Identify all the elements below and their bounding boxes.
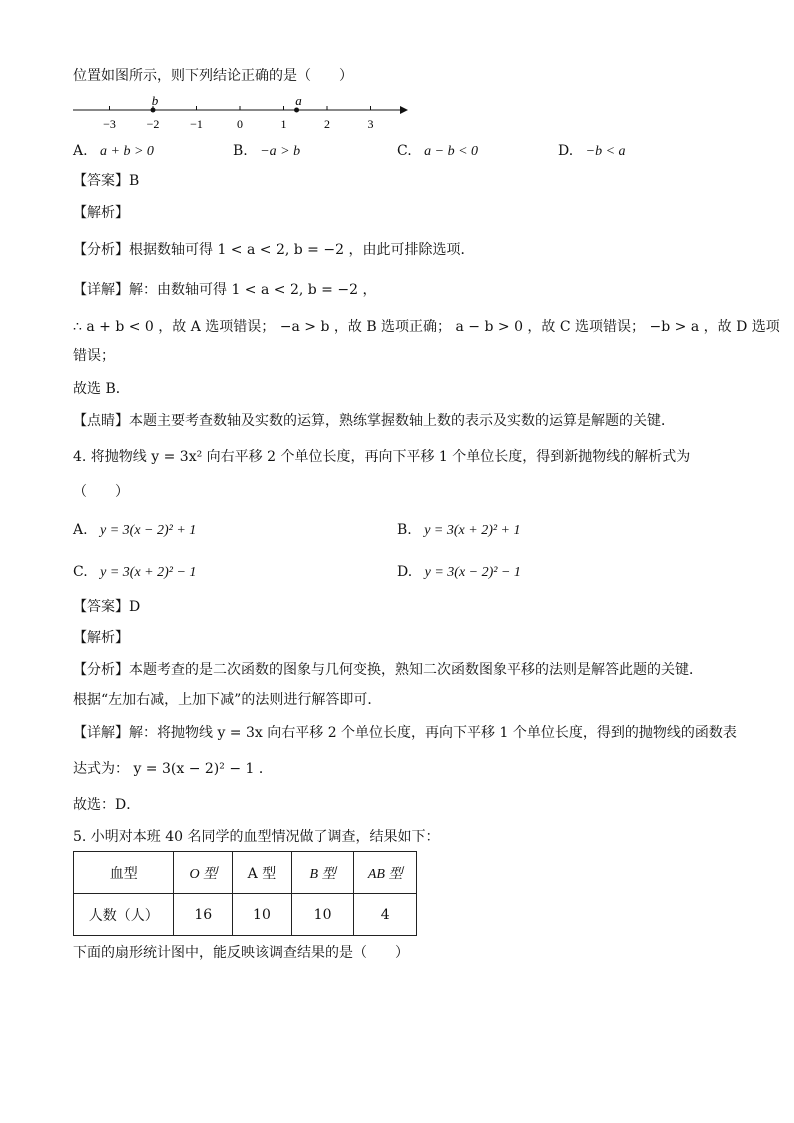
option-expr: y = 3(x + 2)² − 1 [100,565,197,580]
q5-followup: 下面的扇形统计图中，能反映该调查结果的是（ ） [73,945,409,961]
q3-xiangjie-4: 故选 B． [73,381,130,397]
table-header-cell: AB 型 [354,852,417,894]
option-letter: D. [397,564,413,580]
q4-option-a[interactable] [73,520,196,541]
table-row [74,894,417,936]
table-header-cell: O 型 [174,852,233,894]
q4-stem-1: 4. 将抛物线 y = 3x² 向右平移 2 个单位长度，再向下平移 1 个单位长度，得到新抛物线的解析式为 [73,449,691,465]
fenxi-tag: 【分析】 [73,242,129,258]
q4-stem-2: （ ） [73,484,129,500]
point-b-dot [151,108,156,113]
tick-label: 2 [324,117,330,131]
table-cell: 10 [291,894,354,936]
option-letter: B. [397,522,412,538]
xiangjie-text: 解：由数轴可得 1 < a < 2, b = −2 ， [129,282,377,298]
axis-arrow [400,106,408,114]
option-letter: B. [233,143,248,159]
option-letter: C. [397,143,412,159]
option-letter: D. [558,143,574,159]
table-cell: 10 [233,894,292,936]
tick-label: 1 [280,117,287,131]
q4-option-d[interactable] [397,562,521,583]
q3-xiangjie-1 [73,280,376,300]
option-letter: A. [73,143,88,159]
point-a-dot [294,108,299,113]
q3-xiangjie-3: 错误； [73,348,115,364]
q3-option-c[interactable] [397,141,478,162]
option-expr: a − b < 0 [424,144,479,159]
q4-conclusion: 故选：D． [73,797,141,813]
q3-option-d[interactable] [558,141,626,162]
q4-answer [73,597,140,617]
fenxi-text: 本题考查的是二次函数的图象与几何变换，熟知二次函数图象平移的法则是解答此题的关键． [129,662,703,678]
option-expr: y = 3(x − 2)² − 1 [424,565,521,580]
q3-option-a[interactable] [73,141,154,162]
xiangjie-tag: 【详解】 [73,725,129,741]
q3-analysis-tag: 【解析】 [73,205,129,221]
q3-stem: 位置如图所示，则下列结论正确的是（ ） [73,68,353,84]
xiangjie-tag: 【详解】 [73,282,129,298]
q3-option-b[interactable] [233,141,300,162]
tick-label: 0 [237,117,243,131]
tick-label: −1 [190,117,203,131]
q4-xiangjie-1 [73,723,737,743]
table-header-cell: B 型 [291,852,354,894]
option-expr: y = 3(x + 2)² + 1 [424,523,521,538]
point-a-label: a [295,93,302,108]
tick-label: −2 [146,117,160,131]
dianjing-tag: 【点睛】 [73,413,129,429]
q5-stem: 5. 小明对本班 40 名同学的血型情况做了调查，结果如下： [73,829,440,845]
table-row-label: 人数（人） [74,894,174,936]
option-expr: a + b > 0 [100,144,154,159]
answer-tag: 【答案】 [73,173,129,189]
blood-type-table [73,851,417,936]
point-b-label: b [151,93,159,108]
option-expr: −a > b [260,144,301,159]
table-header-cell: 血型 [74,852,174,894]
option-expr: −b < a [585,144,626,159]
answer-tag: 【答案】 [73,599,129,615]
fenxi-text: 根据数轴可得 1 < a < 2, b = −2 ，由此可排除选项． [129,242,475,258]
answer-value: D [129,599,141,615]
option-expr: y = 3(x − 2)² + 1 [100,523,197,538]
tick-label: −3 [103,117,116,131]
xiangjie-text: 解：将抛物线 y = 3x 向右平移 2 个单位长度，再向下平移 1 个单位长度，得到的抛物线的函数表 [129,725,737,741]
q4-xiangjie-2: 达式为： y = 3(x − 2)² − 1 ． [73,761,273,777]
option-letter: C. [73,564,88,580]
dianjing-text: 本题主要考查数轴及实数的运算，熟练掌握数轴上数的表示及实数的运算是解题的关键． [129,413,675,429]
table-header-cell: A 型 [233,852,292,894]
fenxi-tag: 【分析】 [73,662,129,678]
q3-fenxi [73,240,474,260]
q3-answer [73,171,139,191]
table-cell: 16 [174,894,233,936]
q4-fenxi-2: 根据“左加右减，上加下减”的法则进行解答即可． [73,692,382,708]
q3-dianjing [73,411,675,431]
table-row [74,852,417,894]
q4-option-c[interactable] [73,562,196,583]
option-letter: A. [73,522,88,538]
table-cell: 4 [354,894,417,936]
q4-analysis-tag: 【解析】 [73,630,129,646]
q4-fenxi-1 [73,660,703,680]
q4-option-b[interactable] [397,520,521,541]
q3-xiangjie-2: ∴ a + b < 0 ，故 A 选项错误； −a > b ，故 B 选项正确； a − b > 0 ，故 C 选项错误； −b > a ，故 D 选项 [73,319,780,335]
tick-label: 3 [367,117,374,131]
answer-value: B [129,173,140,189]
